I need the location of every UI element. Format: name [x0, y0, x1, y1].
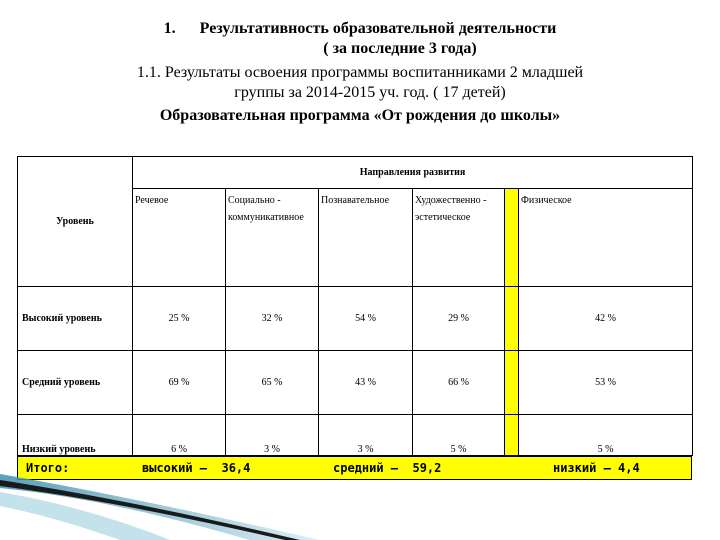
directions-header: Направления развития [133, 157, 693, 189]
results-table [17, 156, 693, 456]
subtitle-line-2: группы за 2014-2015 уч. год. ( 17 детей) [234, 84, 506, 101]
column-header-speech: Речевое [133, 189, 226, 287]
row-label: Средний уровень [18, 351, 133, 415]
table-cell: 66 % [413, 351, 505, 415]
table-cell: 43 % [319, 351, 413, 415]
table-cell: 54 % [319, 287, 413, 351]
section-number: 1. [163, 20, 176, 37]
table-row [18, 415, 693, 456]
table-cell: 65 % [226, 351, 319, 415]
table-cell: 3 % [319, 415, 413, 456]
column-header-physical: Физическое [519, 189, 693, 287]
table-cell: 29 % [413, 287, 505, 351]
table-cell: 5 % [519, 415, 693, 456]
table-cell: 6 % [133, 415, 226, 456]
subtitle-line-1: 1.1. Результаты освоения программы воспитанниками 2 младшей [136, 64, 584, 81]
program-title: Образовательная программа «От рождения до школы» [159, 107, 561, 124]
summary-medium: средний – 59,2 [333, 461, 442, 475]
highlight-cell [505, 415, 519, 456]
highlight-cell [505, 351, 519, 415]
highlight-cell [505, 189, 519, 287]
summary-label: Итого: [26, 461, 70, 475]
column-header-cognitive: Познавательное [319, 189, 413, 287]
table-row [18, 351, 693, 415]
table-row [18, 287, 693, 351]
table-cell: 53 % [519, 351, 693, 415]
summary-low: низкий – 4,4 [553, 461, 640, 475]
section-period: ( за последние 3 года) [323, 40, 477, 57]
level-column-header: Уровень [18, 157, 133, 287]
summary-high: высокий – 36,4 [142, 461, 251, 475]
table-cell: 42 % [519, 287, 693, 351]
row-label: Низкий уровень [18, 415, 133, 456]
decorative-swoosh [0, 470, 320, 540]
table-cell: 5 % [413, 415, 505, 456]
section-heading [0, 20, 720, 38]
table-cell: 32 % [226, 287, 319, 351]
column-header-social: Социально - коммуникативное [226, 189, 319, 287]
row-label: Высокий уровень [18, 287, 133, 351]
table-cell: 69 % [133, 351, 226, 415]
table-cell: 3 % [226, 415, 319, 456]
table-cell: 25 % [133, 287, 226, 351]
highlight-cell [505, 287, 519, 351]
column-header-artistic: Художественно - эстетическое [413, 189, 505, 287]
section-title: Результативность образовательной деятельности [199, 20, 557, 37]
